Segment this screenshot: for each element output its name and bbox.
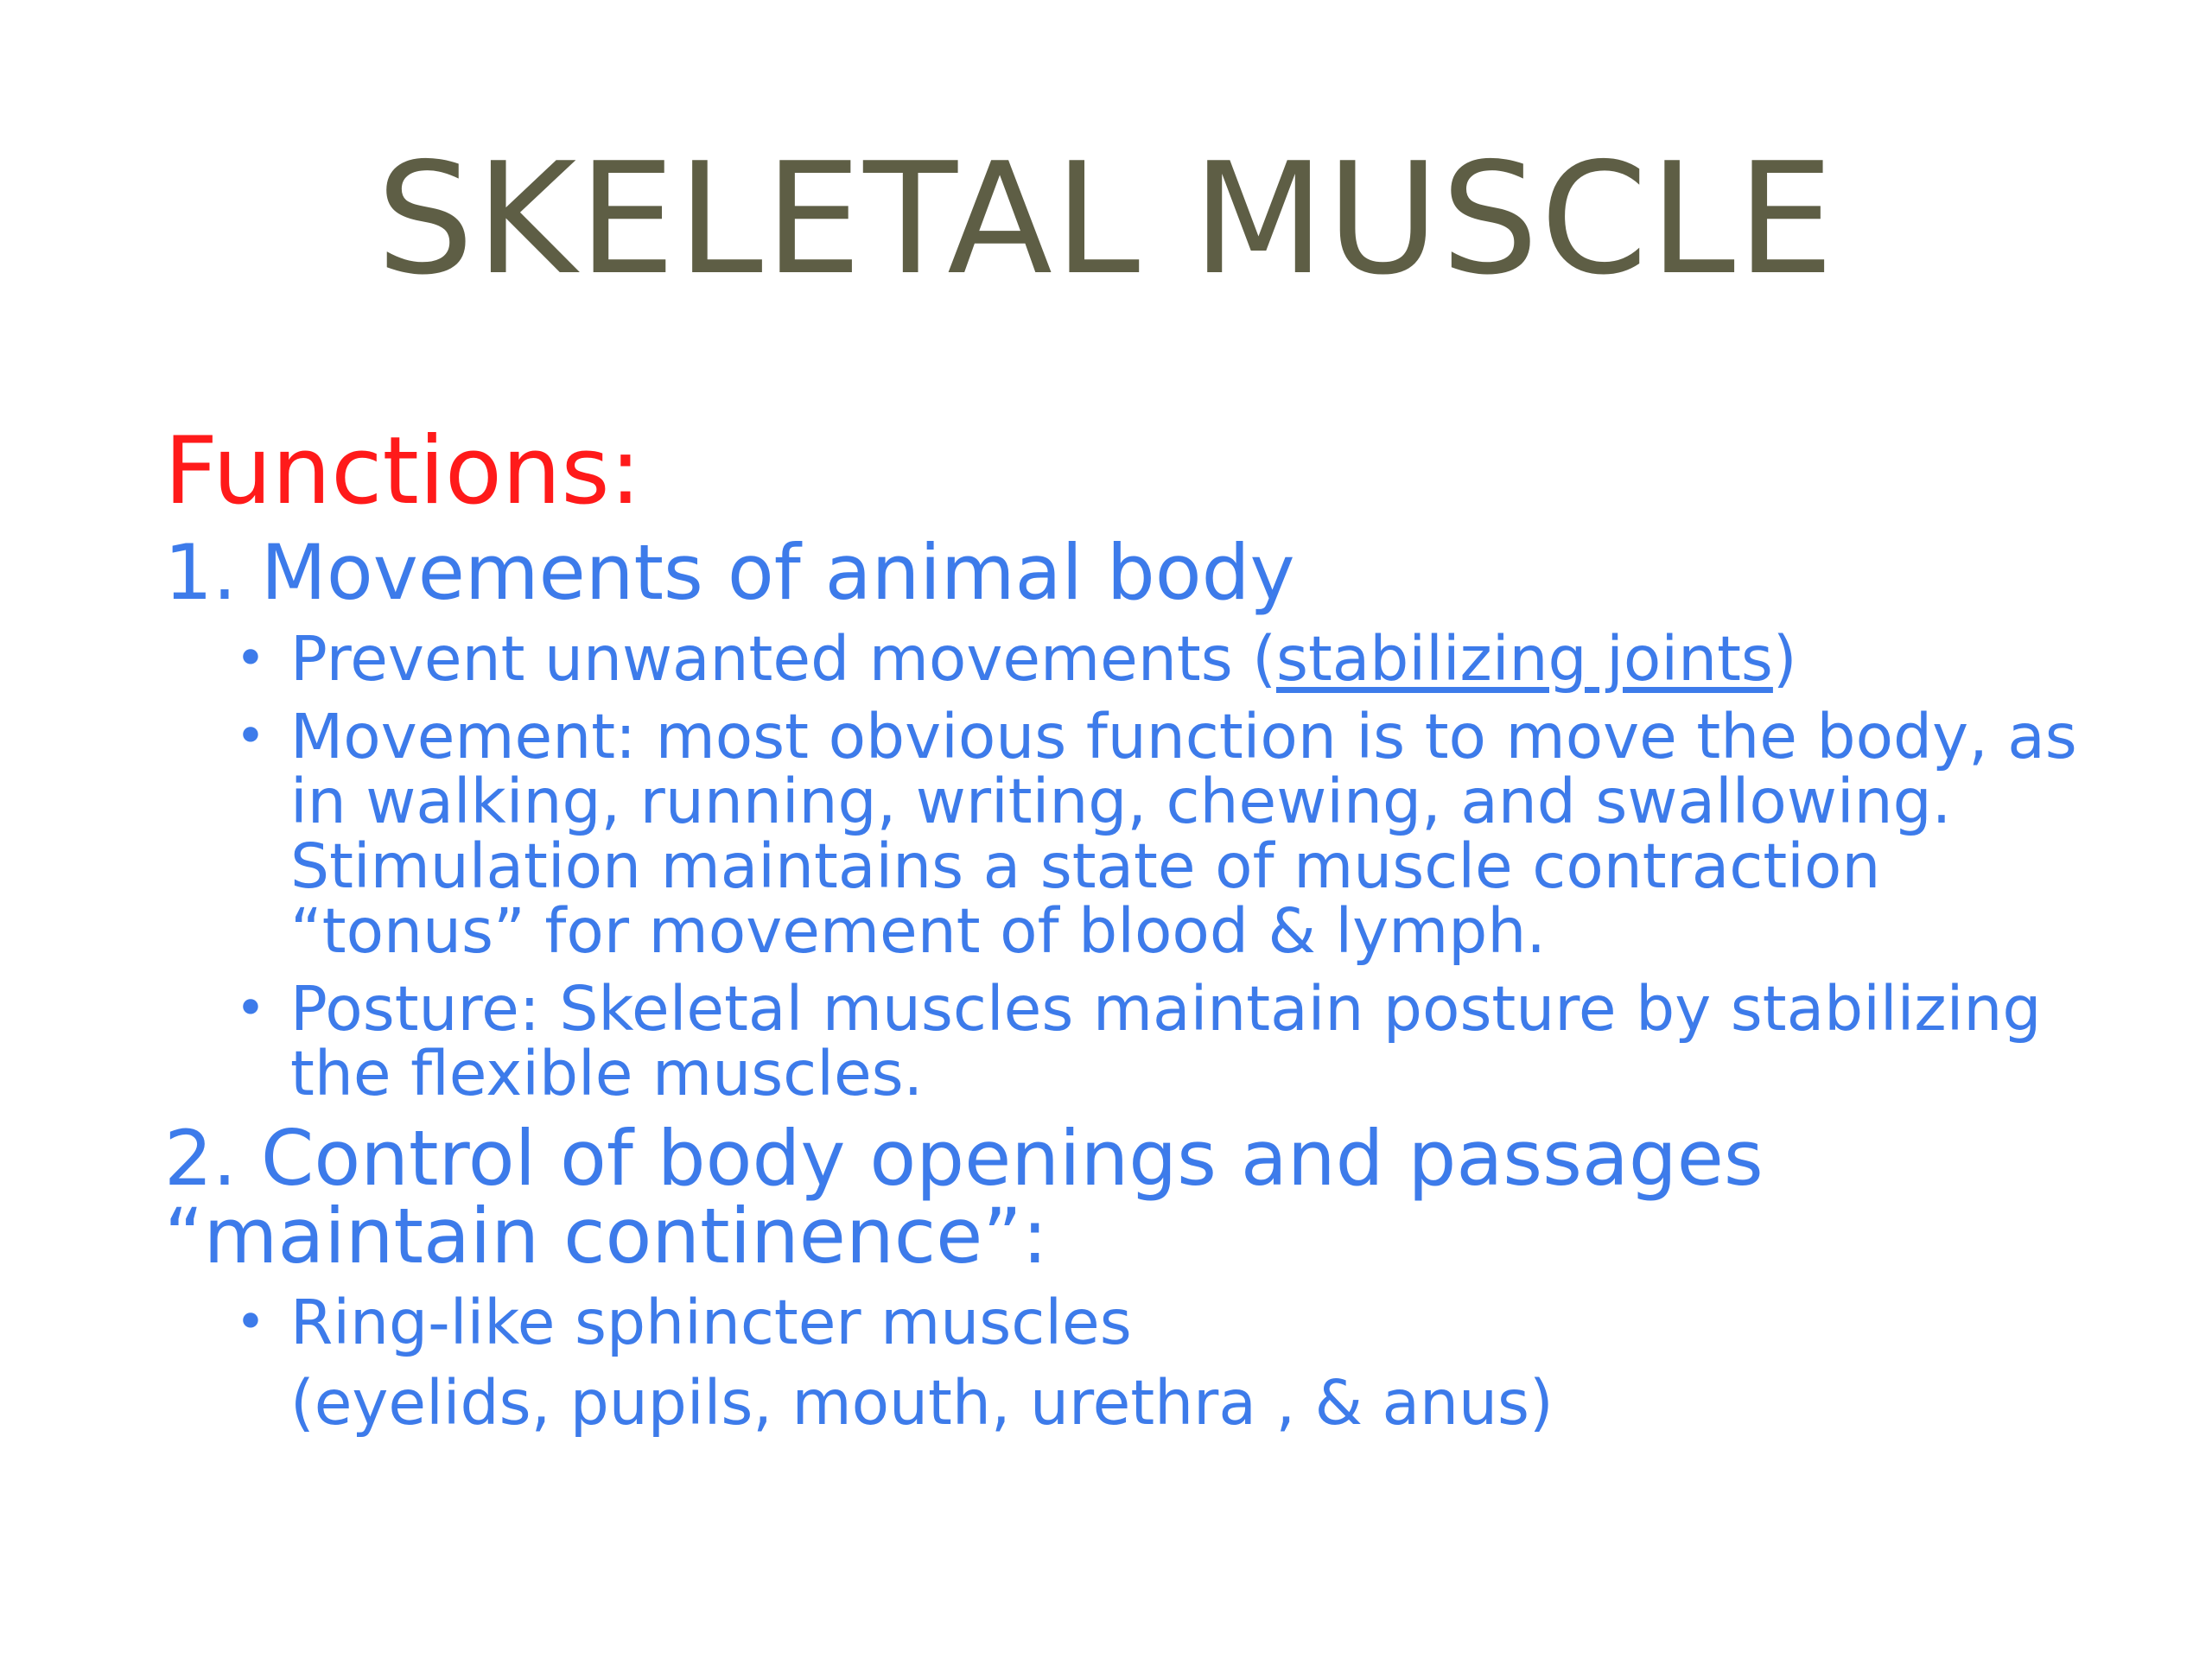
bullet-icon: • [235, 978, 266, 1039]
bullet-text: Posture: Skeletal muscles maintain posture by stabilizing the flexible muscles. [290, 973, 2042, 1109]
bullet-text: Prevent unwanted movements ( [290, 623, 1276, 695]
bullet-text-line1: Ring-like sphincter muscles [290, 1287, 1132, 1358]
bullet-icon: • [235, 628, 266, 689]
list-item-1: 1. Movements of animal body [164, 528, 1295, 617]
slide-title: SKELETAL MUSCLE [376, 130, 1836, 308]
bullet-icon: • [235, 1292, 266, 1352]
bullet-sphincter-muscles [233, 1287, 2117, 1439]
bullet-text-line2: (eyelids, pupils, mouth, urethra , & anus) [290, 1367, 1554, 1439]
bullet-posture [233, 973, 2117, 1109]
underlined-term: stabilizing joints [1275, 623, 1773, 695]
list-item-2: 2. Control of body openings and passages “maintain continence”: [164, 1114, 1764, 1281]
bullet-prevent-unwanted-movements [233, 623, 2117, 695]
bullet-movement [233, 701, 2117, 967]
bullet-icon: • [235, 706, 266, 766]
bullet-text-end: ) [1772, 623, 1797, 695]
bullet-text: Movement: most obvious function is to move the body, as in walking, running, writing, chewing, and swallowing. Stimulation maintains a state of muscle contraction “tonus” for movement of blood & lymph. [290, 701, 2077, 967]
functions-heading: Functions: [164, 417, 642, 525]
